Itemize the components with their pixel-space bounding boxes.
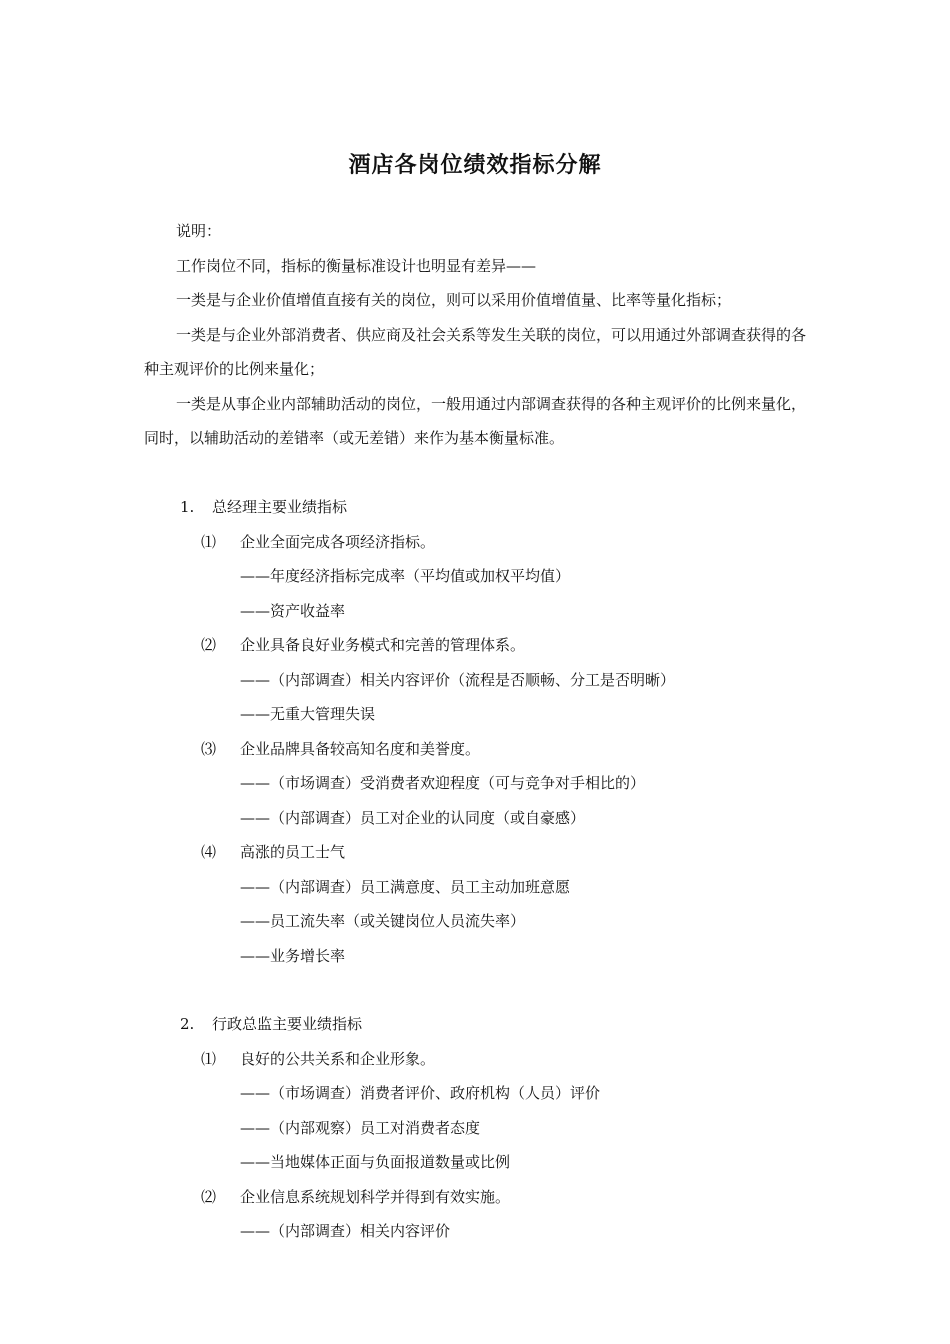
metric-line (0, 594, 950, 629)
section-heading (0, 490, 950, 525)
item-number: ⑴ (201, 1049, 217, 1068)
item-number: ⑵ (201, 636, 217, 654)
list-item (0, 732, 950, 767)
item-number: ⑶ (201, 739, 217, 758)
item-text: 高涨的员工士气 (240, 843, 346, 861)
metric-text: ——（内部调查）员工满意度、员工主动加班意愿 (240, 877, 571, 896)
intro-paragraph: 一类是从事企业内部辅助活动的岗位，一般用通过内部调查获得的各种主观评价的比例来量化，同时，以辅助活动的差错率（或无差错）来作为基本衡量标准。 (144, 394, 807, 447)
metric-line (0, 1111, 950, 1146)
metric-text: ——员工流失率（或关键岗位人员流失率） (240, 912, 526, 930)
metric-text: ——业务增长率 (240, 946, 346, 965)
metric-line (0, 870, 950, 905)
intro-paragraph: 一类是与企业外部消费者、供应商及社会关系等发生关联的岗位，可以用通过外部调查获得的各种主观评价的比例来量化； (144, 325, 807, 378)
metric-line (0, 663, 950, 698)
item-number: ⑵ (201, 1187, 217, 1206)
metric-line (0, 697, 950, 732)
metric-text: ——无重大管理失误 (240, 705, 376, 723)
section-number: 1. (180, 498, 195, 516)
item-text: 企业全面完成各项经济指标。 (240, 532, 436, 551)
intro-paragraph: 工作岗位不同，指标的衡量标准设计也明显有差异—— (176, 256, 537, 275)
section-heading (0, 1007, 950, 1042)
item-number: ⑴ (201, 532, 217, 551)
metric-text: ——（内部调查）相关内容评价（流程是否顺畅、分工是否明晰） (240, 670, 676, 689)
metric-text: ——当地媒体正面与负面报道数量或比例 (240, 1153, 511, 1171)
metric-text: ——（内部观察）员工对消费者态度 (240, 1118, 481, 1137)
sections-list (0, 490, 950, 1283)
section (0, 490, 950, 973)
intro-paragraph: 说明： (176, 222, 222, 240)
list-item (0, 628, 950, 663)
metric-line (0, 1145, 950, 1180)
item-text: 企业品牌具备较高知名度和美誉度。 (240, 739, 481, 758)
metric-line (0, 1076, 950, 1111)
list-item (0, 525, 950, 560)
metric-line (0, 904, 950, 939)
section-number: 2. (180, 1015, 195, 1033)
metric-text: ——资产收益率 (240, 601, 346, 620)
intro-block (144, 214, 806, 456)
item-text: 企业具备良好业务模式和完善的管理体系。 (240, 636, 526, 654)
metric-text: ——年度经济指标完成率（平均值或加权平均值） (240, 567, 571, 585)
list-item (0, 1042, 950, 1077)
section (0, 1007, 950, 1249)
item-text: 企业信息系统规划科学并得到有效实施。 (240, 1187, 511, 1206)
item-number: ⑷ (201, 843, 217, 861)
metric-line (0, 766, 950, 801)
section-title: 行政总监主要业绩指标 (212, 1015, 363, 1033)
section-title: 总经理主要业绩指标 (212, 498, 348, 516)
metric-text: ——（内部调查）相关内容评价 (240, 1222, 451, 1240)
list-item (0, 1180, 950, 1215)
intro-paragraph: 一类是与企业价值增值直接有关的岗位，则可以采用价值增值量、比率等量化指标； (176, 291, 732, 309)
item-text: 良好的公共关系和企业形象。 (240, 1049, 436, 1068)
document-title: 酒店各岗位绩效指标分解 (348, 153, 602, 178)
metric-line (0, 939, 950, 974)
metric-text: ——（市场调查）消费者评价、政府机构（人员）评价 (240, 1084, 601, 1102)
metric-text: ——（市场调查）受消费者欢迎程度（可与竞争对手相比的） (240, 774, 646, 792)
metric-line (0, 1214, 950, 1249)
metric-line (0, 801, 950, 836)
metric-text: ——（内部调查）员工对企业的认同度（或自豪感） (240, 808, 586, 827)
list-item (0, 835, 950, 870)
metric-line (0, 559, 950, 594)
